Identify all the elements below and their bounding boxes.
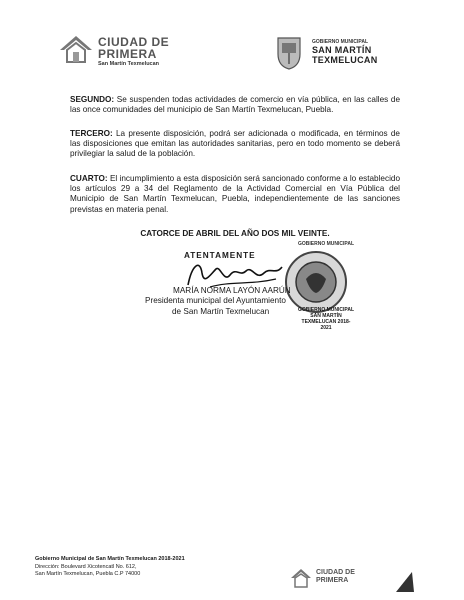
signer-title-line2: de San Martín Texmelucan bbox=[172, 307, 270, 316]
logo-right-small: GOBIERNO MUNICIPAL bbox=[312, 39, 369, 45]
house-logo-icon bbox=[58, 34, 94, 64]
footer-logo-line2: PRIMERA bbox=[316, 577, 349, 584]
stamp-line1: GOBIERNO MUNICIPAL bbox=[297, 307, 355, 313]
seal-top-text: GOBIERNO MUNICIPAL bbox=[298, 241, 355, 247]
footer-logo-line1: CIUDAD DE bbox=[316, 569, 355, 576]
footer-logo bbox=[290, 566, 370, 592]
date-line: CATORCE DE ABRIL DEL AÑO DOS MIL VEINTE. bbox=[140, 229, 330, 238]
signer-title-line1: Presidenta municipal del Ayuntamiento bbox=[145, 296, 286, 305]
logo-title-line2: PRIMERA bbox=[98, 47, 157, 61]
paragraph-tercero-label: TERCERO: bbox=[70, 129, 113, 138]
logo-subtitle: San Martín Texmelucan bbox=[98, 61, 160, 67]
coat-of-arms-icon bbox=[274, 34, 304, 70]
footer-line2: Dirección: Boulevard Xicotencatl No. 612, bbox=[35, 563, 137, 570]
paragraph-segundo-text: Se suspenden todas actividades de comercio en vía pública, en las calles de las once comunidades del municipio de San Martín Texmelucan, Puebla. bbox=[70, 95, 400, 115]
footer-line1: Gobierno Municipal de San Martín Texmelucan 2018-2021 bbox=[35, 556, 185, 562]
stamp-line2: SAN MARTÍN bbox=[310, 313, 342, 319]
stamp-text bbox=[296, 307, 356, 331]
header-logo-ciudad-de-primera bbox=[58, 32, 178, 72]
footer-line3: San Martín Texmelucan, Puebla C.P 74000 bbox=[35, 571, 141, 577]
logo-right-line2: TEXMELUCAN bbox=[312, 55, 378, 65]
footer-address bbox=[35, 556, 185, 579]
paragraph-tercero-text: La presente disposición, podrá ser adicionada o modificada, en términos de las disposiciones que emitan las autoridades sanitarias, pero en todo momento se deberá privilegiar la salud de la población. bbox=[70, 129, 400, 159]
paragraph-segundo-label: SEGUNDO: bbox=[70, 95, 115, 104]
footer-house-icon bbox=[290, 568, 312, 588]
atentamente-label: ATENTAMENTE bbox=[184, 251, 256, 260]
official-seal-icon bbox=[282, 249, 350, 315]
signer-name: MARÍA NORMA LAYÓN AARÚN bbox=[173, 286, 291, 295]
header-logo-gobierno-municipal bbox=[274, 34, 404, 76]
paragraph-cuarto-label: CUARTO: bbox=[70, 174, 108, 183]
signature-block bbox=[145, 241, 410, 331]
paragraph-cuarto bbox=[70, 174, 400, 215]
paragraph-segundo bbox=[70, 95, 400, 115]
footer-corner-triangle bbox=[396, 572, 414, 592]
logo-title-line1: CIUDAD DE bbox=[98, 35, 170, 49]
paragraph-cuarto-text: El incumplimiento a esta disposición será sancionado conforme a lo establecido los artículos 29 a 34 del Reglamento de la Actividad Comercial en Vía Pública del Municipio de San Martín Texmelucan, Puebla, independientemente de las sanciones previstas en materia penal. bbox=[70, 174, 400, 214]
paragraph-tercero bbox=[70, 129, 400, 160]
logo-right-line1: SAN MARTÍN bbox=[312, 45, 372, 55]
stamp-line3: TEXMELUCAN 2018-2021 bbox=[301, 319, 351, 331]
